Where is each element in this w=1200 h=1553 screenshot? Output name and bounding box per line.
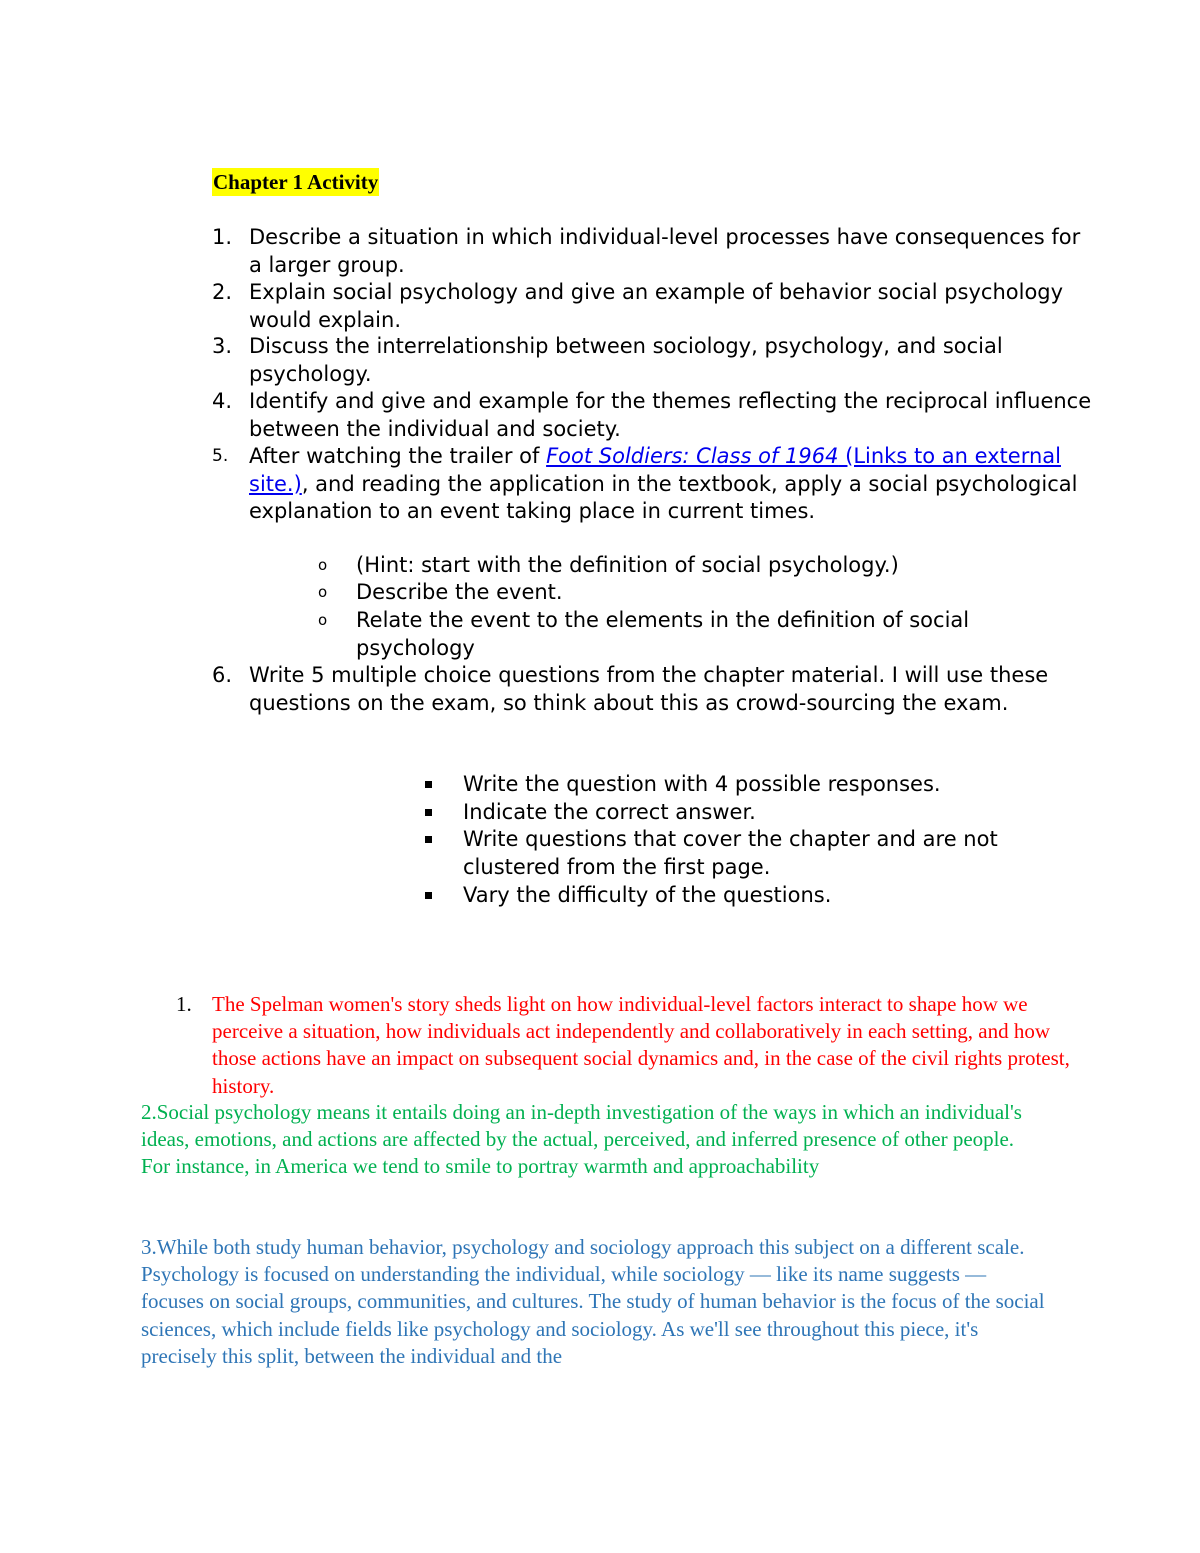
q5-subitem <box>318 607 1078 662</box>
q6-subitem <box>425 882 1065 910</box>
question-text: Explain social psychology and give an example of behavior social psychology would explain. <box>249 280 1064 332</box>
circle-bullet-icon: o <box>318 556 328 574</box>
question-number: 2. <box>212 280 233 304</box>
question-2 <box>212 279 1092 334</box>
question-number: 5. <box>212 446 229 466</box>
subitem-text: Relate the event to the elements in the definition of social psychology <box>356 608 970 660</box>
subitem-text: Vary the difficulty of the questions. <box>463 883 832 907</box>
question-6 <box>212 662 1092 717</box>
answer-3: 3.While both study human behavior, psychology and sociology approach this subject on a different scale. Psychology is focused on understanding the individual, while sociology — like its name suggests — focuses on social groups, communities, and cultures. The study of human behavior is the focus of the social sciences, which include fields like psychology and sociology. As we'll see throughout this piece, it's precisely this split, between the individual and the <box>141 1235 1045 1368</box>
q6-subitem <box>425 771 1065 799</box>
answer-text: The Spelman women's story sheds light on how individual-level factors interact to shape how we perceive a situation, how individuals act independently and collaboratively in each setting, and how those actions have an impact on subsequent social dynamics and, in the case of the civil rights protest, history. <box>212 992 1070 1098</box>
subitem-text: Write questions that cover the chapter and are not clustered from the first page. <box>463 827 998 879</box>
q6-subitem <box>425 799 1065 827</box>
question-text: Discuss the interrelationship between sociology, psychology, and social psychology. <box>249 334 1003 386</box>
q6-subitem <box>425 826 1065 881</box>
circle-bullet-icon: o <box>318 583 328 601</box>
answer-1 <box>176 991 1076 1100</box>
square-bullet-icon <box>425 809 432 816</box>
question-text: Write 5 multiple choice questions from the chapter material. I will use these questions on the exam, so think about this as crowd-sourcing the exam. <box>249 663 1049 715</box>
question-1 <box>212 224 1092 279</box>
square-bullet-icon <box>425 781 432 788</box>
question-number: 1. <box>212 225 233 249</box>
question-text <box>249 443 1092 526</box>
subitem-text: Indicate the correct answer. <box>463 800 756 824</box>
subitem-text: Describe the event. <box>356 580 563 604</box>
question-3 <box>212 333 1092 388</box>
answer-2: 2.Social psychology means it entails doing an in-depth investigation of the ways in which an individual's ideas, emotions, and actions are affected by the actual, perceived, and inferred presence of other people. For instance, in America we tend to smile to portray warmth and approachability <box>141 1100 1022 1179</box>
question-number: 6. <box>212 663 233 687</box>
question-number: 4. <box>212 389 233 413</box>
subitem-text: Write the question with 4 possible responses. <box>463 772 941 796</box>
q5-subitem <box>318 552 1078 580</box>
question-4 <box>212 388 1092 443</box>
question-number: 3. <box>212 334 233 358</box>
q5-subitem <box>318 579 1078 607</box>
subitem-text: (Hint: start with the definition of social psychology.) <box>356 553 899 577</box>
circle-bullet-icon: o <box>318 611 328 629</box>
question-text-after: , and reading the application in the textbook, apply a social psychological explanation to an event taking place in current times. <box>249 471 1078 523</box>
square-bullet-icon <box>425 836 432 843</box>
question-text-before: After watching the trailer of <box>249 444 547 468</box>
square-bullet-icon <box>425 892 432 899</box>
answer-number: 1. <box>176 992 192 1016</box>
question-text: Identify and give and example for the themes reflecting the reciprocal influence between the individual and society. <box>249 389 1092 441</box>
link-title: Foot Soldiers: Class of 1964 <box>546 444 839 468</box>
question-5 <box>212 443 1092 526</box>
link-suffix: (Links to an external site.) <box>249 444 1061 496</box>
chapter-heading: Chapter 1 Activity <box>213 170 379 194</box>
question-text: Describe a situation in which individual-level processes have consequences for a larger group. <box>249 225 1081 277</box>
